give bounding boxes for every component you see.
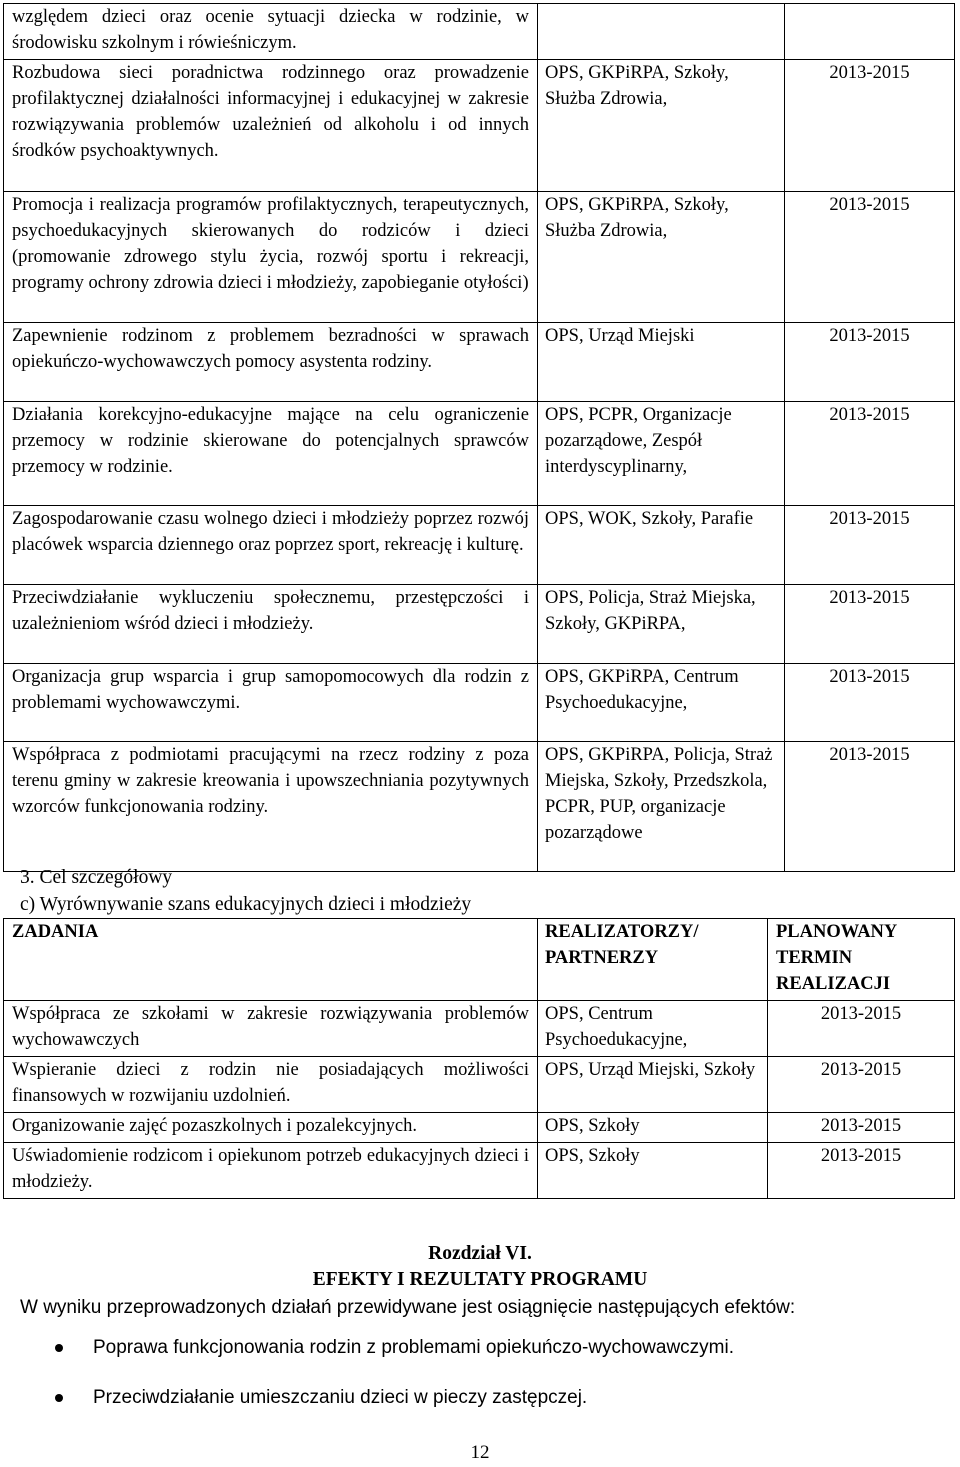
partners-cell: OPS, Policja, Straż Miejska, Szkoły, GKPiRPA, [538,585,785,664]
term-cell: 2013-2015 [768,1113,955,1143]
header-partners: REALIZATORZY/ PARTNERZY [538,919,768,1001]
header-tasks: ZADANIA [4,919,538,1001]
chapter-number: Rozdział VI. [428,1243,532,1264]
table-row [4,1001,955,1057]
term-cell: 2013-2015 [768,1143,955,1199]
task-cell: Przeciwdziałanie wykluczeniu społecznemu, przestępczości i uzależnieniom wśród dzieci i młodzieży. [4,585,538,664]
task-cell: Działania korekcyjno-edukacyjne mające na celu ograniczenie przemocy w rodzinie skierowane do potencjalnych sprawców przemocy w rodzinie. [4,402,538,506]
task-cell: Współpraca ze szkołami w zakresie rozwiązywania problemów wychowawczych [4,1001,538,1057]
table-row [4,402,955,506]
task-cell: względem dzieci oraz ocenie sytuacji dziecka w rodzinie, w środowisku szkolnym i rówieśniczym. [4,4,538,60]
term-cell: 2013-2015 [768,1001,955,1057]
table-row [4,664,955,742]
term-cell: 2013-2015 [768,1057,955,1113]
tasks-table-continued [3,3,955,872]
term-cell: 2013-2015 [785,60,955,192]
table-row [4,4,955,60]
task-cell: Zagospodarowanie czasu wolnego dzieci i młodzieży poprzez rozwój placówek wsparcia dziennego oraz poprzez sport, rekreację i kulturę. [4,506,538,585]
partners-cell [538,4,785,60]
task-cell: Promocja i realizacja programów profilaktycznych, terapeutycznych, psychoedukacyjnych skierowanych do rodziców i dzieci (promowanie zdrowego stylu życia, rozwój sportu i rekreacji, programy ochrony zdrowia dzieci i młodzieży, zapobieganie otyłości) [4,192,538,323]
task-cell: Zapewnienie rodzinom z problemem bezradności w sprawach opiekuńczo-wychowawczych pomocy asystenta rodziny. [4,323,538,402]
partners-cell: OPS, WOK, Szkoły, Parafie [538,506,785,585]
partners-cell: OPS, GKPiRPA, Policja, Straż Miejska, Szkoły, Przedszkola, PCPR, PUP, organizacje pozarządowe [538,742,785,872]
partners-cell: OPS, Urząd Miejski [538,323,785,402]
partners-cell: OPS, PCPR, Organizacje pozarządowe, Zespół interdyscyplinarny, [538,402,785,506]
task-cell: Wspieranie dzieci z rodzin nie posiadających możliwości finansowych w rozwijaniu uzdolnień. [4,1057,538,1113]
term-cell: 2013-2015 [785,402,955,506]
term-cell: 2013-2015 [785,323,955,402]
task-cell: Organizowanie zajęć pozaszkolnych i pozalekcyjnych. [4,1113,538,1143]
partners-cell: OPS, Urząd Miejski, Szkoły [538,1057,768,1113]
term-cell: 2013-2015 [785,192,955,323]
effects-list [55,1336,734,1436]
header-term: PLANOWANY TERMIN REALIZACJI [768,919,955,1001]
chapter-intro: W wyniku przeprowadzonych działań przewidywane jest osiągnięcie następujących efektów: [20,1297,796,1318]
term-cell [785,4,955,60]
list-item: Poprawa funkcjonowania rodzin z problemami opiekuńczo-wychowawczymi. [55,1336,734,1386]
goal-number: 3. Cel szczegółowy [20,867,173,888]
table-row [4,1143,955,1199]
term-cell: 2013-2015 [785,585,955,664]
partners-cell: OPS, GKPiRPA, Szkoły, Służba Zdrowia, [538,60,785,192]
table-row [4,323,955,402]
task-cell: Uświadomienie rodzicom i opiekunom potrzeb edukacyjnych dzieci i młodzieży. [4,1143,538,1199]
task-cell: Współpraca z podmiotami pracującymi na rzecz rodziny z poza terenu gminy w zakresie kreowania i upowszechniania pozytywnych wzorców funkcjonowania rodziny. [4,742,538,872]
table-row [4,585,955,664]
table-header-row [4,919,955,1001]
partners-cell: OPS, Szkoły [538,1143,768,1199]
task-cell: Rozbudowa sieci poradnictwa rodzinnego oraz prowadzenie profilaktycznej działalności informacyjnej i edukacyjnej w zakresie rozwiązywania problemów uzależnień od alkoholu i od innych środków psychoaktywnych. [4,60,538,192]
education-tasks-table [3,918,955,1199]
table-row [4,742,955,872]
partners-cell: OPS, Szkoły [538,1113,768,1143]
task-cell: Organizacja grup wsparcia i grup samopomocowych dla rodzin z problemami wychowawczymi. [4,664,538,742]
table-row [4,1113,955,1143]
term-cell: 2013-2015 [785,664,955,742]
list-item: Przeciwdziałanie umieszczaniu dzieci w pieczy zastępczej. [55,1386,734,1436]
partners-cell: OPS, GKPiRPA, Centrum Psychoedukacyjne, [538,664,785,742]
table-row [4,1057,955,1113]
term-cell: 2013-2015 [785,742,955,872]
partners-cell: OPS, Centrum Psychoedukacyjne, [538,1001,768,1057]
chapter-title: EFEKTY I REZULTATY PROGRAMU [312,1269,648,1290]
goal-title: c) Wyrównywanie szans edukacyjnych dzieci i młodzieży [20,894,472,915]
partners-cell: OPS, GKPiRPA, Szkoły, Służba Zdrowia, [538,192,785,323]
table-row [4,506,955,585]
table-row [4,60,955,192]
table-row [4,192,955,323]
page-number: 12 [470,1442,490,1463]
term-cell: 2013-2015 [785,506,955,585]
